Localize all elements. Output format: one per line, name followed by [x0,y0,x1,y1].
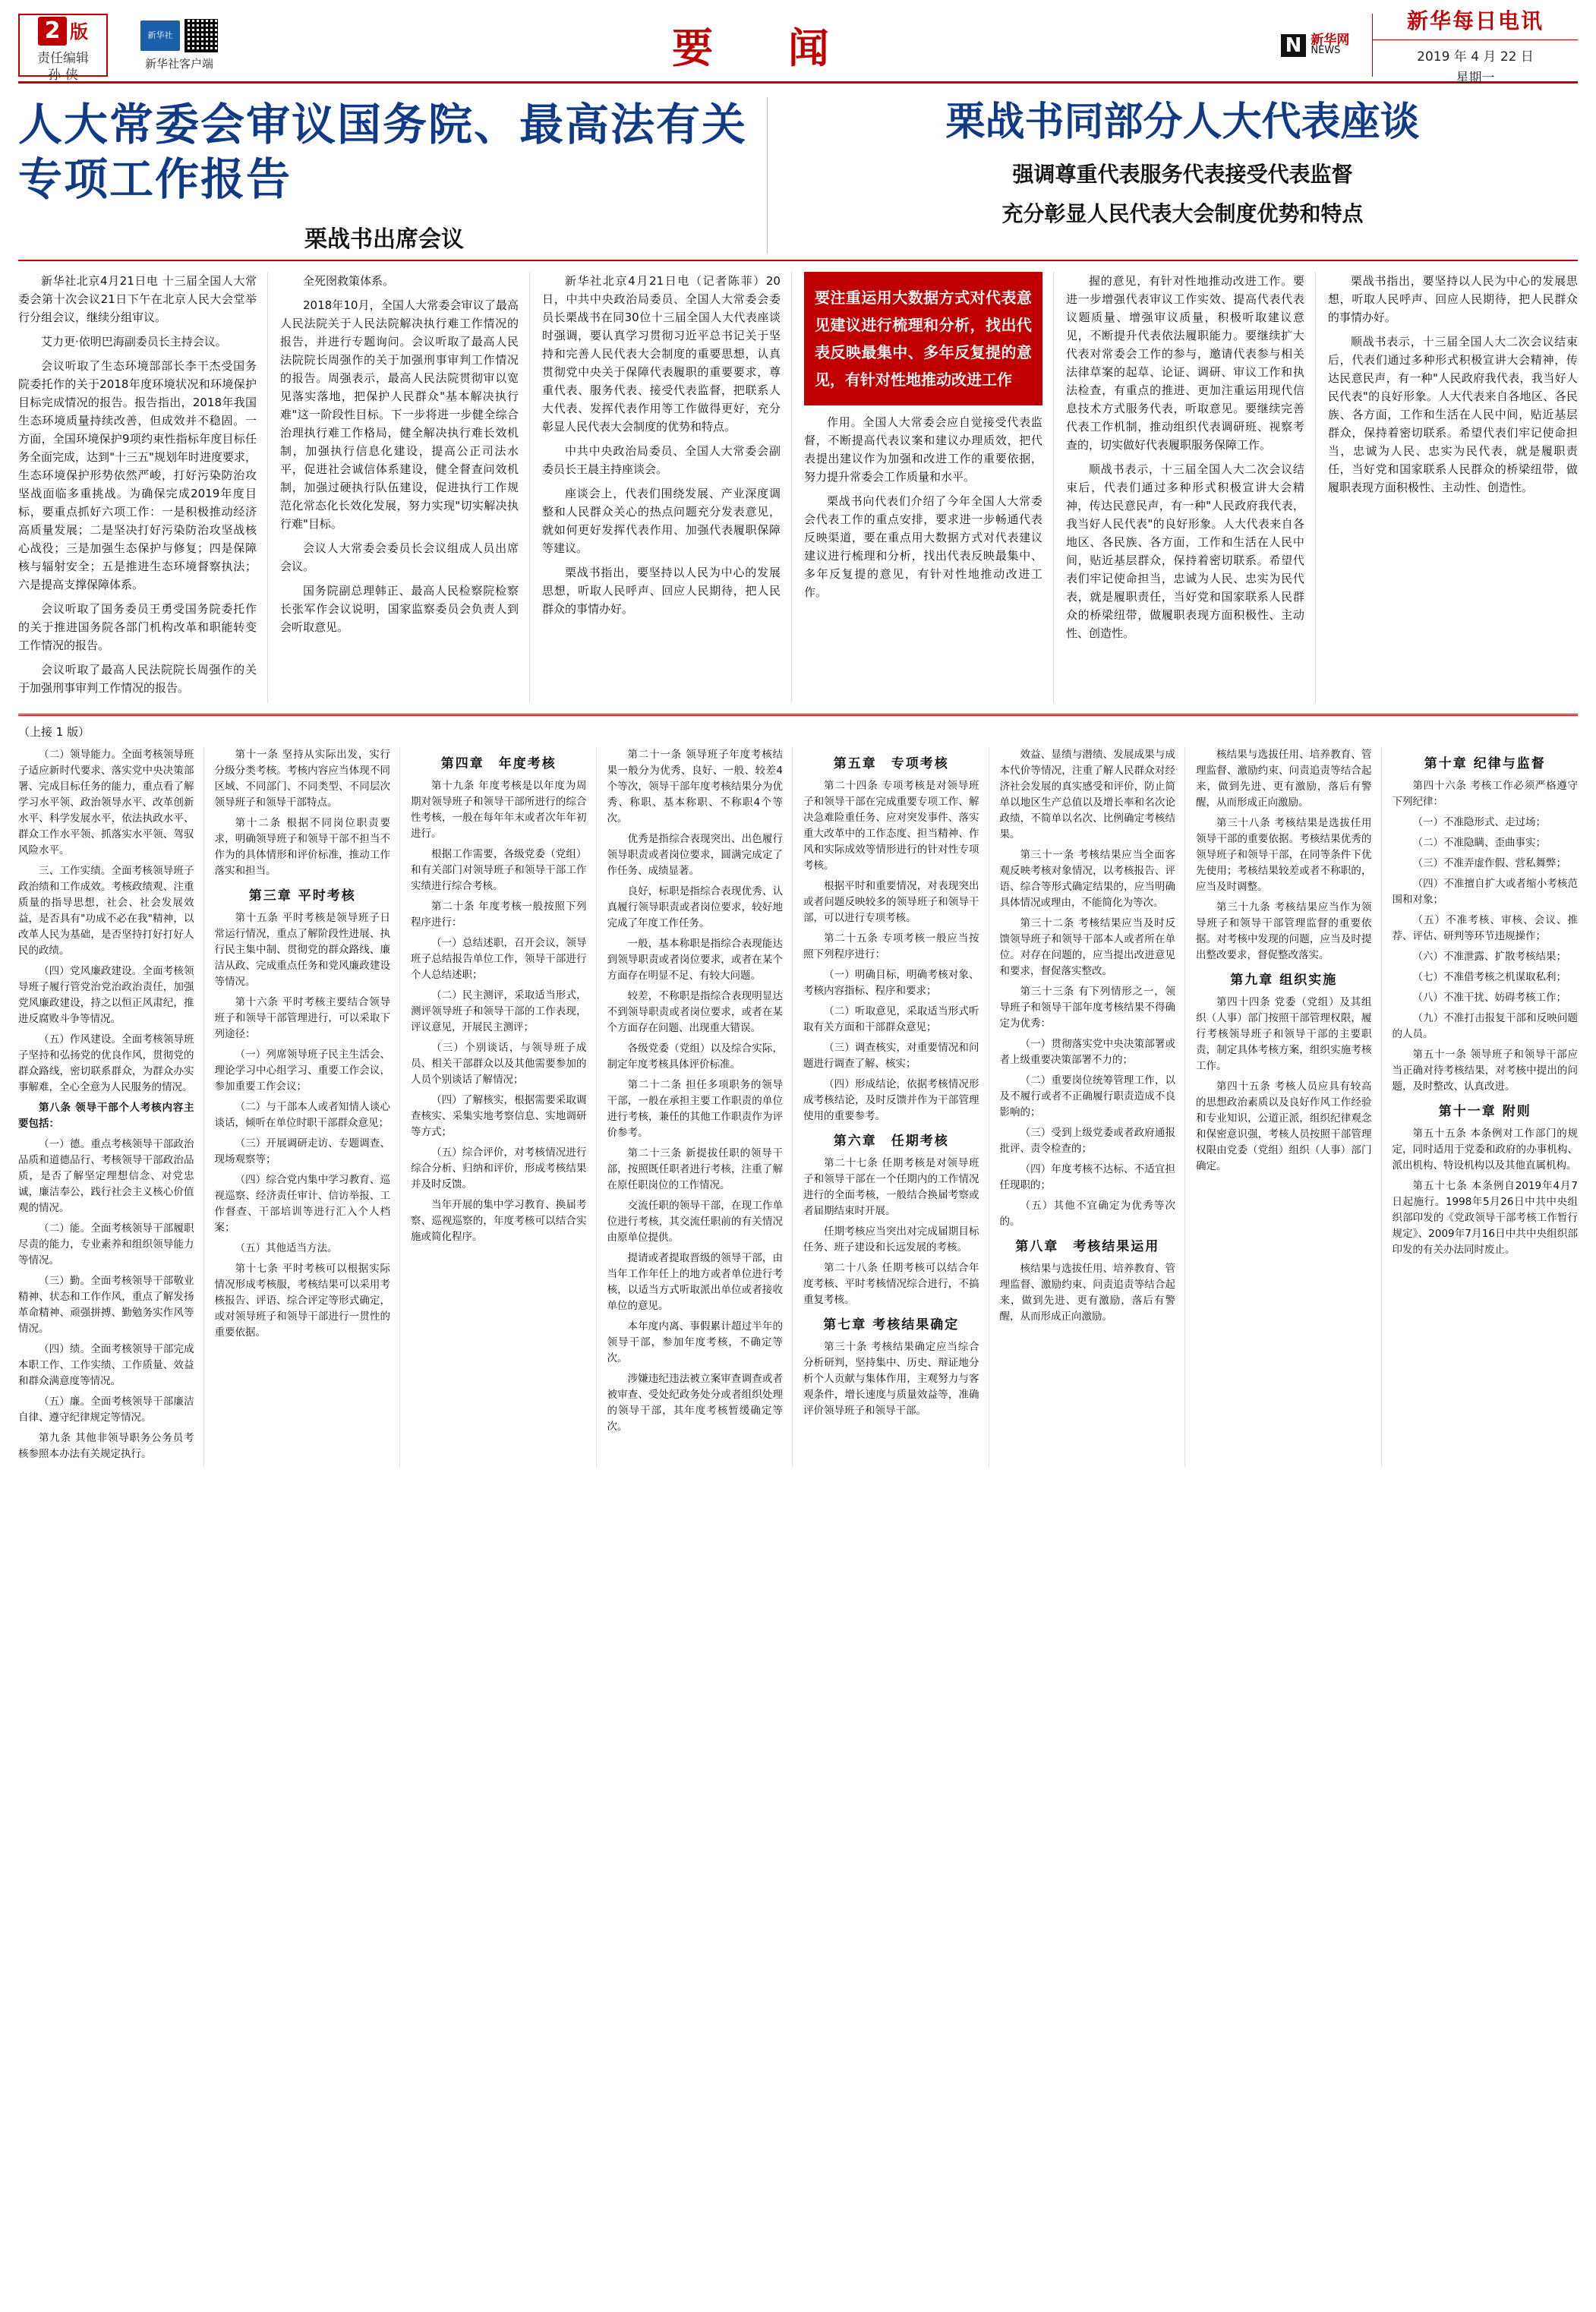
page-number: 2 [38,17,67,46]
doc-column-8 [1393,747,1579,1467]
paragraph: 涉嫌违纪违法被立案审查调查或者被审查、受处纪政务处分或者组织处理的领导干部，其年度考核暂缓确定等次。 [607,1373,783,1433]
paragraph: （四）不准擅自扩大或者缩小考核范围和对象； [1392,878,1578,906]
qr-code-icon[interactable] [185,19,218,52]
paragraph: （三）个别谈话，与领导班子成员、相关干部群众以及其他需要参加的人员个别谈话了解情况； [411,1042,587,1086]
chapter-title-appendix: 第十一章 附则 [1438,1104,1531,1119]
page-number-group [38,17,88,47]
headline-right [767,97,1578,254]
paragraph: （一）总结述职，召开会议，领导班子总结报告单位工作，领导干部进行个人总结述职； [411,937,587,981]
paragraph: 会议听取了最高人民法院院长周强作的关于加强刑事审判工作情况的报告。 [18,663,257,695]
paragraph: （九）不准打击报复干部和反映问题的人员。 [1392,1012,1578,1040]
doc-column-7 [1196,747,1382,1467]
xinhua-logo: 新华社 [140,21,180,51]
logo-text [1311,32,1350,56]
page-badge [18,14,108,83]
logo-text-en: NEWS [1311,44,1341,56]
paragraph: 会议听取了国务委员王勇受国务院委托作的关于推进国务院各部门机构改革和职能转变工作情况的报告。 [18,602,257,652]
paragraph: 艾力更·依明巴海副委员长主持会议。 [41,335,227,349]
chapter-title-result-use: 第八章 考核结果运用 [1015,1239,1160,1254]
paragraph: 栗战书向代表们介绍了今年全国人大常委会代表工作的重点安排，要求进一步畅通代表反映渠道，要在重点用大数据方式对代表建议建议进行梳理和分析，找出代表反映最集中、多年反复提的意见，有针对性地推动改进工作。 [803,494,1042,599]
editor-role-label: 责任编辑 [37,51,89,66]
paragraph: 第二十二条 担任多项职务的领导干部，一般在承担主要工作职责的单位进行考核，兼任的其他工作职责作为评价参考。 [607,1079,783,1139]
top-column-5 [1066,272,1316,703]
paragraph: （二）与干部本人或者知情人谈心谈话，倾听在单位时职干部群众意见； [214,1101,390,1129]
paragraph: （二）民主测评，采取适当形式，测评领导班子和领导干部的工作表现，评议意见，开展民主测评； [411,989,587,1033]
paragraph: 第四十四条 党委（党组）及其组织（人事）部门按照干部管理权限，履行考核领导班子和领导干部的主要职责，制定具体考核方案，组织实施考核工作。 [1196,996,1372,1072]
paragraph: 第五十一条 领导班子和领导干部应当正确对待考核结果，对考核中提出的问题，及时整改、认真改进。 [1392,1049,1578,1093]
paragraph: 握的意见，有针对性地推动改进工作。要进一步增强代表审议工作实效、提高代表代表议题质量、增强审议质量，积极听取建议意见，不断提升代表依法履职能力。要继续扩大代表对常委会工作的参与，邀请代表参与相关法律草案的起草、论证、调研、审议工作和执法检查，有重点的推进、更加注重运用现代信息技术方式服务代表，听取意见。要继续完善代表工作机制，推动组织代表调研班、视察考查的，切实做好代表履职服务保障工作。 [1065,274,1304,452]
paragraph: （五）其他不宜确定为优秀等次的。 [999,1200,1175,1228]
headline-left [18,97,767,254]
logo-text-cn: 新华网 [1311,32,1350,48]
paragraph: 优秀是指综合表现突出、出色履行领导职责或者岗位要求，圆满完成定了作任务、成绩显著。 [607,833,783,877]
paragraph: 国务院副总理韩正、最高人民检察院检察长张军作会议说明，国家监察委员会负责人到会听取意见。 [279,584,519,634]
paragraph: 第三十二条 考核结果应当及时反馈领导班子和领导干部本人或者所在单位。对存在问题的，应当提出改进意见和要求，督促落实整改。 [999,917,1175,977]
paragraph: （七）不准借考核之机谋取私利； [1412,971,1566,983]
paragraph: 第二十条 年度考核一般按照下列程序进行： [411,901,587,929]
paragraph: 第五十五条 本条例对工作部门的规定，同时适用于党委和政府的办事机构、派出机构、特设机构以及其他直属机构。 [1392,1128,1578,1172]
paragraph: 新华社北京4月21日电（记者陈菲）20日，中共中央政治局委员、全国人大常委会委员长栗战书在同30位十三届全国人大代表座谈时强调，要认真学习贯彻习近平总书记关于坚持和完善人民代表大会制度的重要思想，认真贯彻党中央关于保障代表履职的重要要求，尊重代表、服务代表、接受代表监督，把联系人大代表、发挥代表作用等工作做得更好，充分彰显人民代表大会制度的优势和特点。 [541,274,781,434]
paragraph: 座谈会上，代表们围绕发展、产业深度调整和人民群众关心的热点问题充分发表意见，就如何更好发挥代表作用、加强代表履职保障等建议。 [541,487,781,555]
paragraph: 各级党委（党组）以及综合实际，制定年度考核具体评价标准。 [607,1042,783,1071]
paragraph: （三）不准弄虚作假、营私舞弊； [1412,857,1566,869]
paragraph: （三）开展调研走访、专题调查、现场观察等； [214,1137,390,1165]
paragraph: 提请或者提取晋级的领导干部，由当年工作年任上的地方或者单位进行考核，以适当方式听取派出单位或者接收单位的意见。 [607,1252,783,1312]
paragraph: （三）勤。全面考核领导干部敬业精神、状态和工作作风，重点了解发扬革命精神、顽强拼搏、勤勉务实作风等情况。 [18,1275,194,1335]
paragraph: 良好，标职是指综合表现优秀、认真履行领导职责或者岗位要求，较好地完成了年度工作任务。 [607,885,783,929]
top-column-3 [542,272,792,703]
paragraph: （二）重要岗位统筹管理工作，以及不履行或者不正确履行职责造成不良影响的； [999,1074,1175,1118]
paragraph: 第二十一条 领导班子年度考核结果一般分为优秀、良好、一般、较差4个等次，领导干部年度考核结果分为优秀、称职、基本称职、不称职4个等次。 [607,749,783,825]
paragraph: 第二十八条 任期考核可以结合年度考核、平时考核情况综合进行，不搞重复考核。 [803,1262,979,1306]
paragraph: 栗战书指出，要坚持以人民为中心的发展思想，听取人民呼声、回应人民期待，把人民群众的事情办好。 [1327,274,1578,324]
paragraph: （八）不准干扰、妨碍考核工作； [1412,992,1566,1004]
paragraph: 第九条 其他非领导职务公务员考核参照本办法有关规定执行。 [18,1432,194,1460]
paragraph: 顺战书表示，十三届全国人大二次会议结束后，代表们通过多种形式积极宣讲大会精神，传达民意民声，有一种"人民政府我代表，我当好人民代表"的良好形象。人大代表来自各地区、各民族、各方面，工作和生活在人民中间，贴近基层群众，保持着密切联系。希望代表们牢记使命担当，忠诚为人民、忠实为民代表，就是履职责任，当好党和国家联系人民群众的桥梁纽带，做履职表现方面积极性、主动性、创造性。 [1065,462,1304,640]
paragraph: 核结果与选拔任用、培养教育、管理监督、激励约束、问责追责等结合起来，做到先进、更有激励，落后有警醒，从而形成正向激励。 [999,1263,1175,1323]
pull-quote-box: 要注重运用大数据方式对代表意见建议进行梳理和分析，找出代表反映最集中、多年反复提的意见，有针对性地推动改进工作 [804,272,1042,405]
paragraph: （四）形成结论，依据考核情况形成考核结论，及时反馈并作为干部管理使用的重要参考。 [803,1078,979,1122]
paragraph: 第十六条 平时考核主要结合领导班子和领导干部管理进行，可以采取下列途径： [214,996,390,1040]
paragraph: 第五十七条 本条例自2019年4月7日起施行。1998年5月26日中共中央组织部印发的《党政领导干部考核工作暂行规定》、2009年7月16日中共中央组织部印发的有关办法同时废止。 [1392,1180,1578,1256]
paragraph: 栗战书指出，要坚持以人民为中心的发展思想，听取人民呼声、回应人民期待，把人民群众的事情办好。 [541,566,781,616]
chapter-title: 第三章 平时考核 [248,888,356,904]
paragraph: （一）贯彻落实党中央决策部署或者上级重要决策部署不力的； [999,1038,1175,1066]
logo-letter: N [1281,34,1307,57]
chapter-title-term-review: 第六章 任期考核 [833,1134,949,1149]
masthead [18,8,1578,86]
headline-sub2-right: 充分彰显人民代表大会制度优势和特点 [1001,201,1364,226]
paragraph: 第二十五条 专项考核一般应当按照下列程序进行： [803,932,979,960]
paragraph: 第二十三条 新提拔任职的领导干部，按照既任职者进行考核，注重了解在原任职岗位的工作情况。 [607,1147,783,1191]
paragraph: （二）能。全面考核领导干部履职尽责的能力，专业素养和组织领导能力等情况。 [18,1222,194,1266]
paragraph: 第三十一条 考核结果应当全面客观反映考核对象情况，以考核报告、评语、综合等形式确定结果的，应当明确具体情况或理由，不能简化为等次。 [999,849,1175,909]
doc-column-4 [607,747,793,1467]
paragraph: 第十二条 根据不同岗位职责要求，明确领导班子和领导干部不担当不作为的具体情形和评价标准，推动工作落实和担当。 [214,817,390,877]
section-title-wrap [243,14,1258,77]
paragraph: 本年度内离、事假累计超过半年的领导干部，参加年度考核，不确定等次。 [607,1320,783,1364]
page-number-unit: 版 [70,21,88,43]
paragraph: 根据平时和重要情况，对表现突出或者问题反映较多的领导班子和领导干部，可以进行专项考核。 [803,880,979,924]
paper-date: 2019 年 4 月 22 日 [1417,49,1534,65]
paragraph: （二）不准隐瞒、歪曲事实； [1412,837,1546,849]
paragraph: 第十一条 坚持从实际出发，实行分级分类考核。考核内容应当体现不同区域、不同部门、不同类型、不同层次领导班子和领导干部特点。 [214,749,390,809]
paper-info [1372,8,1578,86]
paragraph: （三）调查核实，对重要情况和问题进行调查了解、核实； [803,1042,979,1070]
paragraph: 第十七条 平时考核可以根据实际情况形成考核服，考核结果可以采用考核报告、评语、综合评定等形式确定，或对领导班子和领导干部进行一贯性的重要依据。 [214,1263,390,1339]
paragraph: （一）列席领导班子民主生活会、理论学习中心组学习、重要工作会议，参加重要工作会议； [214,1049,390,1093]
chapter-title-year-review: 第四章 年度考核 [440,756,557,771]
chapter-title-special-review: 第五章 专项考核 [833,756,949,771]
doc-column-5 [803,747,989,1467]
chapter-title-organization: 第九章 组织实施 [1230,973,1338,988]
paragraph: （一）德。重点考核领导干部政治品质和道德品行、考核领导干部政治品质，是否了解坚定理想信念、对党忠诚，廉洁奉公，践行社会主义核心价值观的情况。 [18,1138,194,1214]
doc-column-2 [215,747,401,1467]
paragraph: 交流任职的领导干部，在现工作单位进行考核，其交流任职前的有关情况由原单位提供。 [607,1200,783,1244]
paragraph: （五）其他适当方法。 [235,1242,338,1254]
paragraph: 任期考核应当突出对完成届期目标任务、班子建设和长远发展的考核。 [803,1225,979,1254]
paragraph: 会议听取了生态环境部部长李干杰受国务院委托作的关于2018年度环境状况和环境保护目标完成情况的报告。报告指出，2018年我国生态环境质量持续改善，但成效并不稳固。一方面，全国环境保护9项约束性指标年度目标任务全面完成，达到"十三五"规划年时进度要求，生态环境保护形势依然严峻，打好污染防治攻坚战面临多重挑战。为确保完成2019年度目标，要重点抓好六项工作：一是积极推动经济高质量发展；二是坚决打好污染防治攻坚战核心战役；三是加强生态保护与修复；四是保障核与辐射安全；五是推进生态环境督察执法；六是提高支撑保障体系。 [18,359,257,591]
doc-column-1 [18,747,204,1467]
paragraph: （二）听取意见，采取适当形式听取有关方面和干部群众意见； [803,1005,979,1033]
top-column-2 [280,272,530,703]
paragraph: 第二十七条 任期考核是对领导班子和领导干部在一个任期内的工作情况进行的全面考核，一般结合换届考察或者届期结束时开展。 [803,1157,979,1217]
paragraph: 2018年10月，全国人大常委会审议了最高人民法院关于人民法院解决执行难工作情况的报告，并进行专题询问。会议听取了最高人民法院院长周强作的关于加强刑事审判工作情况的报告。周强表示，最高人民法院贯彻审以宽见落实落地，把保护人民群众"基本解决执行难"这一阶段性目标。下一步将进一步健全综合治理执行难工作格局，健全解决执行难长效机制，加强执行信息化建设，提高公正司法水平，促进社会诚信体系建设，健全督查问效机制，加强过硬执行队伍建设，促进执行工作规范化常态化长效化发展，努力实现"切实解决执行难"目标。 [279,298,519,531]
paragraph: （四）绩。全面考核领导干部完成本职工作、工作实绩、工作质量、效益和群众满意度等情况。 [18,1343,194,1387]
paragraph: 作用。全国人大常委会应自觉接受代表监督，不断提高代表议案和建议办理质效，把代表提出建议作为加强和改进工作的重要依据，努力提升常委会工作质量和水平。 [803,415,1042,484]
continuation-note: （上接 1 版） [18,725,90,739]
paragraph: （五）不准考核、审核、会议、推荐、评估、研判等环节违规操作； [1392,914,1578,942]
paragraph: （四）党风廉政建设。全面考核领导班子履行管党治党治政治责任，加强党风廉政建设，持之以恒正风肃纪，推进反腐败斗争等情况。 [18,965,194,1025]
paragraph: 第四十六条 考核工作必须严格遵守下列纪律： [1392,780,1578,808]
paragraph: （一）明确目标，明确考核对象、考核内容指标、程序和要求； [803,969,979,997]
paragraph: （四）年度考核不达标、不适宜担任现职的； [999,1163,1175,1191]
paragraph: 第十五条 平时考核是领导班子日常运行情况，重点了解阶段性进展、执行民主集中制、贯彻党的群众路线、廉洁从政、完成重点任务和党风廉政建设等情况。 [214,912,390,988]
paragraph: 较差，不称职是指综合表现明显达不到领导职责或者岗位要求，或者在某个方面存在问题、出现重大错误。 [607,990,783,1034]
qr-label: 新华社客户端 [144,57,213,71]
paragraph: 三、工作实绩。全面考核领导班子政治绩和工作成效。考核政绩观、注重质量的指导思想，社会、社会发展效益，是否具有"功成不必在我"精神，以改革人民为基础，是否坚持打好打好人民的政绩。 [18,865,194,957]
headline-sub-left: 栗战书出席会议 [304,226,464,253]
paragraph: （一）不准隐形式、走过场； [1412,816,1546,828]
headline-sub-right: 强调尊重代表服务代表接受代表监督 [1012,162,1353,187]
doc-column-3 [411,747,597,1467]
qr-inner [140,19,218,52]
paragraph: （五）作风建设。全面考核领导班子坚持和弘扬党的优良作风，贯彻党的群众路线，密切联系群众，为群众办实事解难，全心全意为人民服务的情况。 [18,1033,194,1093]
xinhuanet-logo [1258,14,1372,77]
paragraph: 核结果与选拔任用、培养教育、管理监督、激励约束、问责追责等结合起来，做到先进、更有激励，落后有警醒，从而形成正向激励。 [1196,749,1372,809]
paragraph: （四）综合党内集中学习教育、巡视巡察、经济责任审计、信访举报、工作督查、干部培训等进行汇入个人档案； [214,1174,390,1234]
section-title: 要 闻 [672,24,860,72]
paper-weekday: 星期一 [1456,71,1495,86]
paragraph: 第三十条 考核结果确定应当综合分析研判，坚持集中、历史、辩证地分析个人贡献与集体作用，主观努力与客观条件，增长速度与质量效益等，准确评价领导班子和领导干部。 [803,1341,979,1417]
paragraph: 中共中央政治局委员、全国人大常委会副委员长王晨主持座谈会。 [541,444,781,476]
paragraph: 新华社北京4月21日电 十三届全国人大常委会第十次会议21日下午在北京人民大会堂举行分组会议，继续分组审议。 [18,274,257,324]
paragraph: 第八条 领导干部个人考核内容主要包括： [18,1102,194,1130]
headline-primary-right[interactable]: 栗战书同部分人大代表座谈 [945,99,1420,145]
paragraph: 第四十五条 考核人员应具有较高的思想政治素质以及良好作风工作经验和专业知识，公道正派，组织纪律观念和保密意识强，考核人员按照干部管理权限由党委（党组）组织（人事）部门确定。 [1196,1080,1372,1172]
qr-promo[interactable] [115,14,243,77]
paragraph: 第三十九条 考核结果应当作为领导班子和领导干部管理监督的重要依据。对考核中发现的问题，应当及时提出整改要求，督促整改落实。 [1196,901,1372,961]
paragraph: （五）廉。全面考核领导干部廉洁自律、遵守纪律规定等情况。 [18,1396,194,1424]
paragraph: 第十九条 年度考核是以年度为周期对领导班子和领导干部所进行的综合性考核，一般在每年年末或者次年年初进行。 [411,780,587,840]
chapter-title-result-determination: 第七章 考核结果确定 [823,1317,960,1333]
editor-name: 孙 侠 [48,68,78,83]
paragraph: 全死囹救策体系。 [302,274,394,288]
paragraph: 当年开展的集中学习教育、换届考察、巡视巡察的，年度考核可以结合实施或简化程序。 [411,1199,587,1243]
headline-area [18,84,1578,261]
paragraph: （四）了解核实，根据需要采取调查核实、采集实地考察信息、实地调研等方式； [411,1094,587,1138]
top-column-6 [1328,272,1578,703]
paragraph: （二）领导能力。全面考核领导班子适应新时代要求、落实党中央决策部署、完成目标任务的能力，重点看了解学习水平领、政治领导水平、改革创新水平、科学发展水平，依法执政水平、群众工作水平领、抓落实水平领、驾驭风险水平。 [18,749,194,856]
paragraph: 第二十四条 专项考核是对领导班子和领导干部在完成重要专项工作、解决急难险重任务、应对突发事件、落实重大改革中的工作态度、担当精神、作风和实际成效等情形进行的针对性专项考核。 [803,780,979,872]
paragraph: 会议人大常委会委员长会议组成人员出席会议。 [279,541,519,573]
chapter-title-discipline: 第十章 纪律与监督 [1424,756,1546,771]
doc-column-6 [1000,747,1186,1467]
paragraph: 第三十八条 考核结果是选拔任用领导干部的重要依据。考核结果优秀的领导班子和领导干部，在同等条件下优先使用；考核结果较差或者不称职的，应当及时调整。 [1196,817,1372,893]
paragraph: （三）受到上级党委或者政府通报批评、责令检查的； [999,1127,1175,1155]
top-column-4 [804,272,1054,703]
paper-name: 新华每日电讯 [1373,5,1578,40]
headline-primary-left[interactable]: 人大常委会审议国务院、最高法有关专项工作报告 [18,99,748,205]
paragraph: 第三十三条 有下列情形之一，领导班子和领导干部年度考核结果不得确定为优秀： [999,986,1175,1030]
paragraph: 顺战书表示，十三届全国人大二次会议结束后，代表们通过多种形式积极宣讲大会精神，传达民意民声，有一种"人民政府我代表，我当好人民代表"的良好形象。人大代表来自各地区、各民族、各方面，工作和生活在人民中间，贴近基层群众，保持着密切联系。希望代表们牢记使命担当，忠诚为人民、忠实为民代表，就是履职责任，当好党和国家联系人民群众的桥梁纽带，做履职表现方面积极性、主动性、创造性。 [1327,335,1578,494]
paragraph: 效益、显绩与潜绩、发展成果与成本代价等情况，注重了解人民群众对经济社会发展的真实感受和评价，防止简单以地区生产总值以及增长率和名次论政绩，不简单以名次、比例确定考核结果。 [999,749,1175,841]
top-column-1 [18,272,268,703]
paragraph: 根据工作需要，各级党委（党组）和有关部门对领导班子和领导干部工作实绩进行综合考核。 [411,848,587,892]
paragraph: 一般，基本称职是指综合表现能达到领导职责或者岗位要求，或者在某个方面存在明显不足、有较大问题。 [607,938,783,982]
document-columns [18,744,1578,1467]
paragraph: （六）不准泄露、扩散考核结果； [1412,951,1566,963]
paragraph: （五）综合评价，对考核情况进行综合分析、归纳和评价，形成考核结果并及时反馈。 [411,1147,587,1191]
top-article-columns [18,261,1578,716]
